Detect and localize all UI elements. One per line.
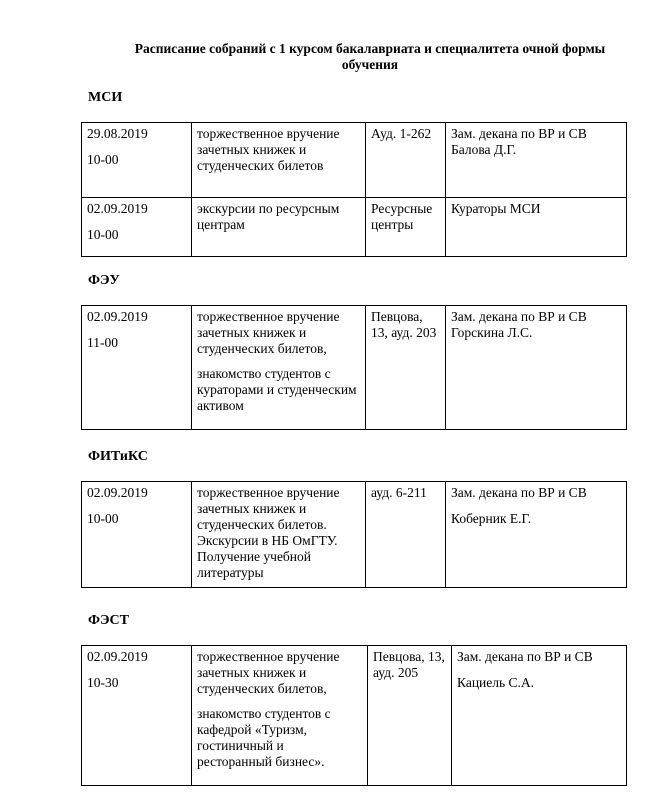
table-row <box>82 198 627 257</box>
schedule-table-msi <box>81 122 627 257</box>
schedule-table-feu <box>81 305 627 430</box>
date: 29.08.2019 <box>87 126 148 141</box>
schedule-table-fitiks <box>81 481 627 588</box>
date-time-cell <box>82 123 192 198</box>
section-heading-feu: ФЭУ <box>88 273 120 288</box>
schedule-table-fest <box>81 645 627 786</box>
date-time-cell <box>82 482 192 588</box>
event-text: экскурсии по ресурсным центрам <box>197 201 340 232</box>
event-cell <box>192 198 366 257</box>
event-text: торжественное вручение зачетных книжек и студенческих билетов, <box>197 309 340 356</box>
date-time-cell <box>82 306 192 430</box>
place-cell: Певцова, 13, ауд. 205 <box>368 646 452 786</box>
table-row <box>82 306 627 430</box>
event-text: торжественное вручение зачетных книжек и студенческих билетов <box>197 126 340 173</box>
place-cell: Певцова, 13, ауд. 203 <box>366 306 446 430</box>
table-row <box>82 646 627 786</box>
event-cell <box>192 123 366 198</box>
time: 10-00 <box>87 152 119 167</box>
place-cell: Ауд. 1-262 <box>366 123 446 198</box>
table-row <box>82 123 627 198</box>
date-time-cell <box>82 646 192 786</box>
place-cell: Ресурсные центры <box>366 198 446 257</box>
section-heading-msi: МСИ <box>88 90 123 105</box>
date: 02.09.2019 <box>87 309 148 324</box>
date: 02.09.2019 <box>87 201 148 216</box>
place-cell: ауд. 6-211 <box>366 482 446 588</box>
table-row <box>82 482 627 588</box>
time: 10-30 <box>87 675 119 690</box>
time: 10-00 <box>87 227 119 242</box>
responsible-cell <box>446 482 627 588</box>
event-text: торжественное вручение зачетных книжек и студенческих билетов, <box>197 649 340 696</box>
responsible-person: Коберник Е.Г. <box>451 511 532 526</box>
date: 02.09.2019 <box>87 485 148 500</box>
section-heading-fitiks: ФИТиКС <box>88 449 148 464</box>
event-text: знакомство студентов с кураторами и студенческим активом <box>197 366 357 413</box>
section-heading-fest: ФЭСТ <box>88 613 129 628</box>
responsible-cell: Кураторы МСИ <box>446 198 627 257</box>
event-text: знакомство студентов с кафедрой «Туризм, гостиничный и ресторанный бизнес». <box>197 706 331 769</box>
responsible-role: Зам. декана по ВР и СВ <box>457 649 593 664</box>
date: 02.09.2019 <box>87 649 148 664</box>
date-time-cell <box>82 198 192 257</box>
event-cell <box>192 482 366 588</box>
time: 10-00 <box>87 511 119 526</box>
responsible-cell <box>452 646 627 786</box>
responsible-role: Зам. декана по ВР и СВ <box>451 485 587 500</box>
responsible-person: Кациель С.А. <box>457 675 535 690</box>
responsible-cell: Зам. декана по ВР и СВ Горскина Л.С. <box>446 306 627 430</box>
responsible-cell: Зам. декана по ВР и СВ Балова Д.Г. <box>446 123 627 198</box>
document-title: Расписание собраний с 1 курсом бакалавриата и специалитета очной формы обучения <box>134 41 606 72</box>
time: 11-00 <box>87 335 118 350</box>
event-cell <box>192 646 368 786</box>
event-text: торжественное вручение зачетных книжек и студенческих билетов. Экскурсии в НБ ОмГТУ. Получение учебной литературы <box>197 485 340 580</box>
event-cell <box>192 306 366 430</box>
